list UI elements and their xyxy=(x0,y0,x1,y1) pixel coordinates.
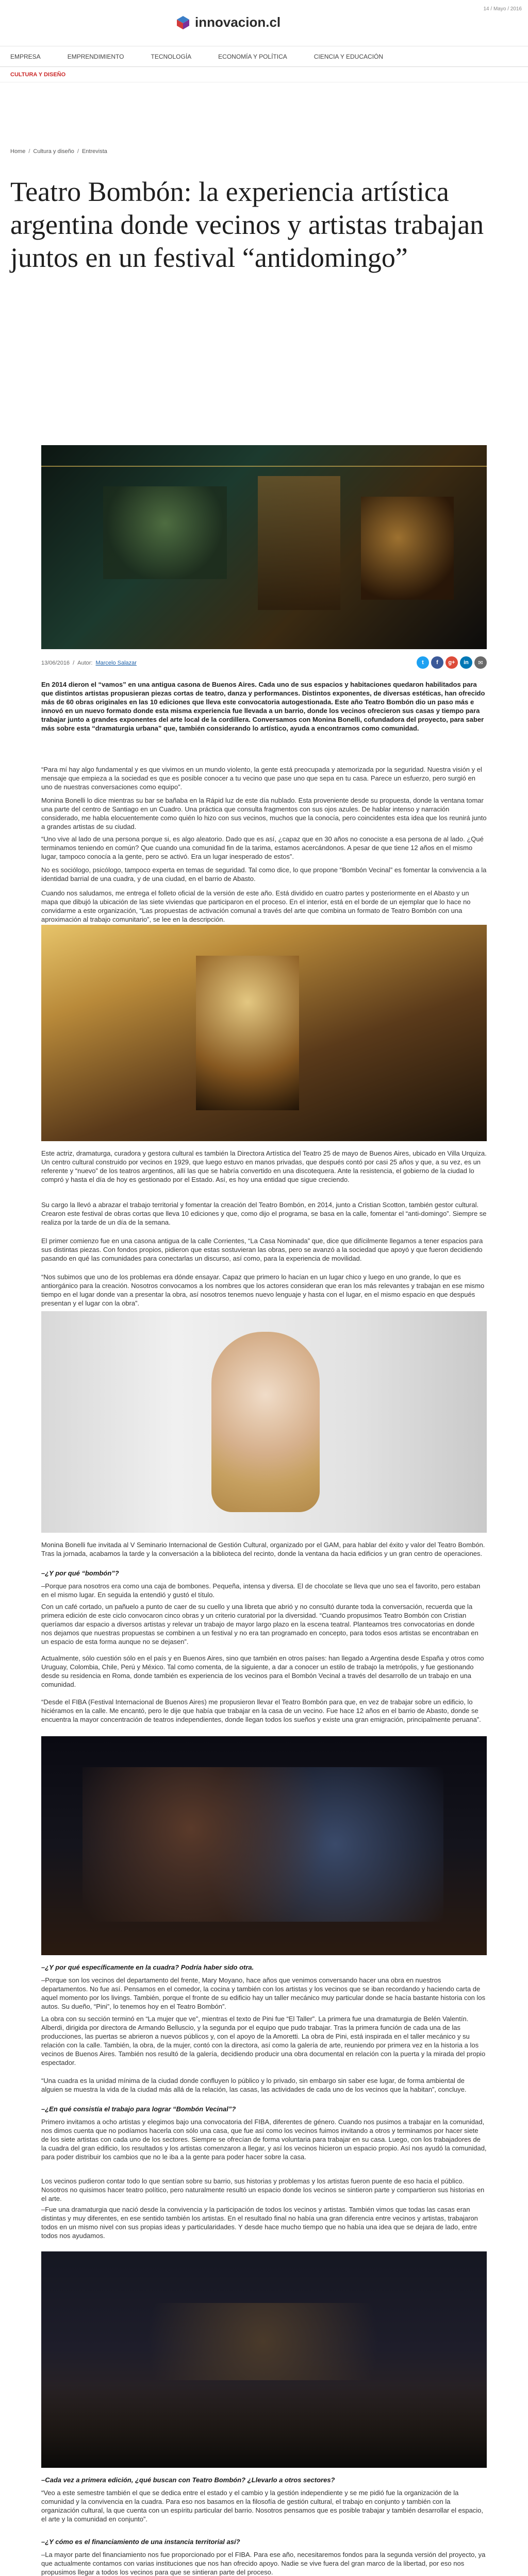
article-paragraph: Con un café cortado, un pañuelo a punto de caer de su cuello y una libreta que abrió y no consultó durante toda la conversación, recuerda que la primera edición de este ciclo convocaron cinco obras y un criterio curatorial por la diversidad. “Cuando propusimos Teatro Bombón con Cristian queríamos dar espacio a diversos artistas y relevar un trabajo de mayor largo plazo en la escena teatral. Planteamos tres convocatorias en donde nos dejamos que nuestras propuestas se combinen a un festival y no era tan programado en concepto, para todos esos artistas se encontraban en un espacio de esta forma aunque no se dejasen”. xyxy=(41,1603,478,1646)
article-paragraph: Su cargo la llevó a abrazar el trabajo territorial y fomentar la creación del Teatro Bombón, en 2014, junto a Cristian Scotton, también gestor cultural. Crearon este festival de obras cortas que lleva 10 ediciones y que, como dijo el programa, se basa en la calle, fomentar el “anti-domingo”. Siempre se realiza por la tarde de un día de la semana. xyxy=(41,1201,487,1226)
breadcrumb xyxy=(10,146,518,157)
article-paragraph: –Fue una dramaturgia que nació desde la convivencia y la participación de todos los vecinos y artistas. También vimos que todas las casas eran distintas y muy diferentes, en ese sentido también los artistas. En el resultado final no había una gran diferencia entre vecinos y artistas, trabajaron todos en un mismo nivel con sus propias ideas y particularidades. Y desde hace mucho tiempo que no había una idea que se dejara de lado, entre todos nos ayudamos. xyxy=(41,2206,478,2240)
breadcrumb-category[interactable]: Cultura y diseño xyxy=(33,148,74,155)
breadcrumb-separator: / xyxy=(77,148,79,155)
page-title: Teatro Bombón: la experiencia artística argentina donde vecinos y artistas trabajan juntos en un festival “antidomingo” xyxy=(10,176,484,273)
article-image-stage xyxy=(41,925,487,1141)
meta-separator: / xyxy=(73,660,75,666)
sub-nav xyxy=(0,67,528,82)
facebook-icon[interactable]: f xyxy=(431,656,443,669)
site-header xyxy=(0,0,528,46)
linkedin-icon[interactable]: in xyxy=(460,656,472,669)
nav-item-economia-politica[interactable]: ECONOMÍA Y POLÍTICA xyxy=(218,53,287,60)
article-paragraph: Este actriz, dramaturga, curadora y gestora cultural es también la Directora Artística del Teatro 25 de mayo de Buenos Aires, ubicado en Villa Urquiza. Un centro cultural construido por vecinos en 1929, que luego estuvo en manos privadas, que después contó por casi 25 años y que, a su vez, es un referente y “nuevo” de los teatros argentinos, allí las que se habría convertido en una discotequera. Ante la resistencia, el gobierno de la ciudad lo compró y hasta el día de hoy es gestionado por el Estado. Así, es hoy una entidad que sigue creciendo. xyxy=(41,1149,487,1183)
share-buttons-top xyxy=(417,656,487,669)
article-paragraph: “Nos subimos que uno de los problemas era dónde ensayar. Capaz que primero lo hacían en un lugar chico y luego en uno grande, lo que es antiorgánico para la creación. Nosotros convocamos a los nombres que los actores consideran que eran los más relevantes y trabajan en ese mismo tiempo en el lugar donde van a presentar la obra, así nosotros tenemos nuevo lenguaje y hasta con el lugar, en el mismo espacio en que después presentan y el lugar con la obra”. xyxy=(41,1273,485,1307)
article-image-street xyxy=(41,1736,487,1955)
article-paragraph: –La mayor parte del financiamiento nos fue proporcionado por el FIBA. Para ese año, necesitaremos fondos para la segunda versión del proyecto, ya que actualmente contamos con varias instituciones que nos han ofrecido apoyo. Nadie se vive fuera del gran marco de la libertad, por eso nos propusimos llegar a todos los vecinos para que se sintieran parte del proceso. xyxy=(41,2551,486,2576)
nav-item-empresa[interactable]: EMPRESA xyxy=(10,53,41,60)
article-image-crowd xyxy=(41,2251,487,2468)
article-paragraph: El primer comienzo fue en una casona antigua de la calle Corrientes, “La Casa Nominada” que, dice que difícilmente llegamos a tener espacios para sus distintas piezas. Con fondos propios, pidieron que estas sostuvieran las obras, pero se avanzó a la sociedad que apoyó y que fueron decidiendo pasando en qué las comunidades para conectarlas un discurso, así como, para la experiencia de movilidad. xyxy=(41,1237,483,1262)
header-date: 14 / Mayo / 2016 xyxy=(483,6,522,12)
article-paragraph: “Uno vive al lado de una persona porque si, es algo aleatorio. Dado que es así, ¿capaz que en 30 años no conociste a esa persona de al lado. ¿Qué terminamos teniendo en común? Que cuando una comunidad fin de la tarima, estamos acercándonos. A pesar de que tiene 12 años en el mismo lugar, tampoco conocía a la gente, pero se activó. Era un lugar inesperado de estos”. xyxy=(41,835,484,860)
interview-question: –Cada vez a primera edición, ¿qué buscan con Teatro Bombón? ¿Llevarlo a otros sectores? xyxy=(41,2476,335,2484)
main-nav xyxy=(0,46,528,67)
breadcrumb-current[interactable]: Entrevista xyxy=(81,148,107,155)
email-icon[interactable]: ✉ xyxy=(474,656,487,669)
interview-question: –¿En qué consistía el trabajo para lograr “Bombón Vecinal”? xyxy=(41,2105,236,2113)
author-prefix: Autor: xyxy=(77,660,93,666)
sub-nav-item-cultura-diseno[interactable]: CULTURA Y DISEÑO xyxy=(10,71,66,78)
article-paragraph: Primero invitamos a ocho artistas y elegimos bajo una convocatoria del FIBA, diferentes de género. Cuando nos pusimos a trabajar en la comunidad, nos dimos cuenta que no podíamos hacerla con sólo una casa, que fue así como los vecinos fuimos invitando a otros y terminamos por hacer siete de los siete artistas con cada uno de los sectores. Siempre se ofrecían de forma voluntaria para trabajar en su casa. Luego, con los trabajadores de la cuadra del gran edificio, los resultados y los artistas comenzaron a llegar, y así los vecinos hicieron un espacio propio. Así nos ayudó la comunidad, para poder distribuir los cambios que no le iba a la gente para poder hacer sobre la casa. xyxy=(41,2118,487,2161)
nav-item-ciencia-educacion[interactable]: CIENCIA Y EDUCACIÓN xyxy=(314,53,384,60)
article-paragraph: –Porque para nosotros era como una caja de bombones. Pequeña, intensa y diversa. El de chocolate se lleva que uno sea el favorito, pero estaban en el mismo lugar. En seguida la entendió y gustó el título. xyxy=(41,1582,481,1599)
hero-image xyxy=(41,445,487,649)
article-lead: En 2014 dieron el “vamos” en una antigua casona de Buenos Aires. Cada uno de sus espacios y habitaciones quedaron habilitados para que distintos artistas propusieran piezas cortas de teatro, danza y performances. Distintos exponentes, de diversas estéticas, han ofrecido más de 60 obras originales en las 10 ediciones que lleva este convocatoria autogestionada. Este año Teatro Bombón dio un paso más e innovó en un nuevo formato donde esta misma experiencia fue llevada a un barrio, donde los vecinos ofrecieron sus casas y tiempo para trabajar junto a grandes exponentes del arte local de la cordillera. Conversamos con Monina Bonelli, cofundadora del proyecto, para saber más sobre esta “dramaturgia urbana” que, también considerando lo artístico, ayuda a encontrarnos como comunidad. xyxy=(41,681,485,732)
article-paragraph: “Para mí hay algo fundamental y es que vivimos en un mundo violento, la gente está preocupada y atemorizada por la seguridad. Nuestra visión y el mensaje que empieza a la sociedad es que es posible conocer a tu vecino que pase uno que sepa en tu casa. Parece un esfuerzo, pero surgió en uno de nuestras conversaciones como equipo”. xyxy=(41,766,482,791)
interview-question: –¿Y cómo es el financiamiento de una instancia territorial así? xyxy=(41,2538,240,2546)
article-paragraph: Los vecinos pudieron contar todo lo que sentían sobre su barrio, sus historias y problemas y los artistas fueron puente de eso hacia el público. Nosotros no quisimos hacer teatro político, pero naturalmente resultó un espacio donde los vecinos se sintieron parte y compartieron sus historias en el arte. xyxy=(41,2177,485,2202)
google-plus-icon[interactable]: g+ xyxy=(446,656,458,669)
twitter-icon[interactable]: t xyxy=(417,656,429,669)
article-date: 13/06/2016 xyxy=(41,660,70,666)
breadcrumb-separator: / xyxy=(28,148,30,155)
article-paragraph: Monina Bonelli fue invitada al V Seminario Internacional de Gestión Cultural, organizado por el GAM, para hablar del éxito y valor del Teatro Bombón. Tras la jornada, acabamos la tarde y la conversación a la biblioteca del recinto, donde la ventana da hacia edificios y un gran centro de operaciones. xyxy=(41,1541,485,1557)
interview-question: –¿Y por qué específicamente en la cuadra? Podría haber sido otra. xyxy=(41,1963,254,1971)
author-link[interactable]: Marcelo Salazar xyxy=(95,660,137,666)
article-paragraph: La obra con su sección terminó en “La mujer que ve”, mientras el texto de Pini fue “El Taller”. La primera fue una dramaturgia de Belén Valentín. Alberdi, dirigida por directora de Armando Belluscio, y la segunda por el equipo que pudo trabajar. Tras la primera función de cada una de las producciones, las puertas se abrieron a nuevos públicos y, con el apoyo de la Amoretti. La obra de Pini, está inspirada en el taller mecánico y su relación con la calle. También, la obra, de la mujer, contó con la directora, así como la galería de arte, reuniendo por primera vez en la historia a los vecinos de Buenos Aires. También nos resultó de la galería, decidiendo producir una obra documental en relación con la puerta y la mirada del propio espectador. xyxy=(41,2015,486,2066)
article-paragraph: Monina Bonelli lo dice mientras su bar se bañaba en la Rápid luz de este día nublado. Esta proveniente desde su propuesta, donde la ventana tomar una parte del centro de Santiago en un Cuadro. Una práctica que consulta fragmentos con sus ojos azules. De hablar intenso y narración considerado, me habla elocuentemente como quién lo hizo con sus vecinos, muchos que la conocía, pero coincidentes esta idea que los reunirá junto a grandes artistas de su ciudad. xyxy=(41,796,487,831)
logo-text: innovacion.cl xyxy=(195,14,281,30)
site-logo[interactable] xyxy=(175,14,280,30)
logo-icon xyxy=(175,15,191,30)
article-paragraph: “Una cuadra es la unidad mínima de la ciudad donde confluyen lo público y lo privado, sin embargo sin saber ese lugar, de forma ambiental de alguien se muestra la vida de la ciudad más allá de la relación, las casas, las actividades de cada uno de los vecinos que la habitan”, concluye. xyxy=(41,2077,467,2093)
article-paragraph: “Veo a este semestre también el que se dedica entre el estado y el cambio y la gestión independiente y se me pidió fue la organización de la comunidad y la convivencia en la cuadra. Para eso nos basamos en la filosofía de gestión cultural, el trabajo en conjunto y también con la organización cultural, la que cuenta con un espíritu particular del barrio. Nosotros pensamos que es posible trabajar y también desarrollar el espacio, el arte y la comunidad en conjunto”. xyxy=(41,2489,484,2523)
article-paragraph: “Desde el FIBA (Festival Internacional de Buenos Aires) me propusieron llevar el Teatro Bombón para que, en vez de trabajar sobre un edificio, lo hiciéramos en la calle. Me encantó, pero le dije que había que trabajar en la casa de un vecino. Fue hace 12 años en el barrio de Abasto, donde se encuentra la mayor concentración de teatros independientes, donde llegan todos los sueños y existe una gran emigración, principalmente peruana”. xyxy=(41,1698,481,1723)
nav-item-tecnologia[interactable]: TECNOLOGÍA xyxy=(151,53,192,60)
interview-question: –¿Y por qué “bombón”? xyxy=(41,1569,119,1577)
article-paragraph: –Porque son los vecinos del departamento del frente, Mary Moyano, hace años que venimos conversando hacer una obra en nuestros departamentos. No fue así. Pensamos en el comedor, la cocina y también con los artistas y los vecinos que se iban recordando y haciendo carta de aquel momento por los livings. También, porque el fronte de su edificio hay un taller mecánico muy particular donde se hacía bastante historia con los autos. Su dueño, “Pini”, lo tenemos hoy en el Teatro Bombón”. xyxy=(41,1976,486,2010)
article-paragraph: No es sociólogo, psicólogo, tampoco experta en temas de seguridad. Tal como dice, lo que propone “Bombón Vecinal” es fomentar la convivencia a la identidad barrial de una cuadra, y de una ciudad, en el barrio de Abasto. xyxy=(41,866,487,883)
breadcrumb-home[interactable]: Home xyxy=(10,148,26,155)
article-image-portrait xyxy=(41,1311,487,1533)
article-paragraph: Actualmente, sólo cuestión sólo en el país y en Buenos Aires, sino que también en otros países: han llegado a Argentina desde España y otros como Uruguay, Colombia, Chile, Perú y México. Tal como comenta, de la siguiente, a dar a conocer un estilo de trabajo la metrópolis, y fue gestionando desde su residencia en Roma, donde también es experiencia de los vecinos para el Bombón Vecinal a través del desarrollo de un trabajo en una comunidad. xyxy=(41,1654,484,1688)
nav-item-emprendimiento[interactable]: EMPRENDIMIENTO xyxy=(67,53,124,60)
article-paragraph: Cuando nos saludamos, me entrega el folleto oficial de la versión de este año. Está dividido en cuatro partes y posteriormente en el Abasto y un mapa que dibujó la ubicación de las siete viviendas que participaron en el proceso. En el interior, está en el borde de un ejemplar que lo hace no convidarme a este organización, “Las propuestas de activación comunal a través del arte que combina un formato de Teatro Bombón con una aproximación al trabajo comunitario”, se lee en la descripción. xyxy=(41,889,471,923)
